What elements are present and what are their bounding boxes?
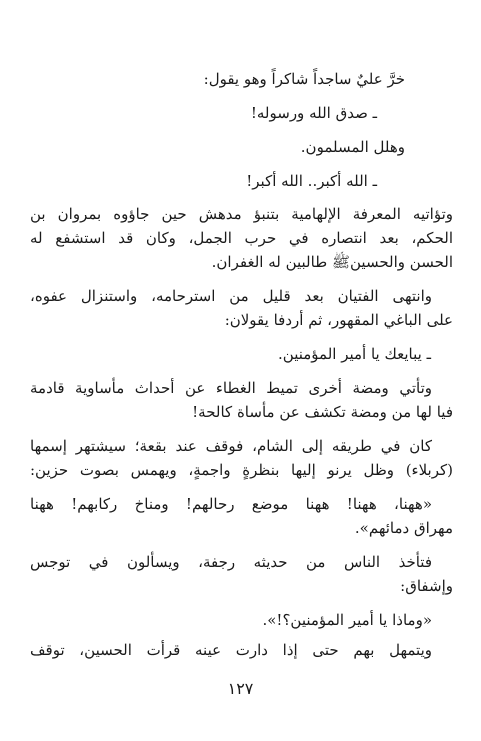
text-line: وتأتي ومضة أخرى تميط الغطاء عن أحداث مأساوية قادمة [30, 379, 432, 397]
page-number: ١٢٧ [227, 679, 254, 698]
text-line: الحكم، بعد انتصاره في حرب الجمل، وكان قد استشفع له [30, 229, 453, 247]
text-line: وهلل المسلمون. [300, 138, 405, 156]
text-line: فتأخذ الناس من حديثه رجفة، ويسألون في توجس [30, 553, 432, 571]
text-line: خرَّ عليٌ ساجداً شاكراً وهو يقول: [203, 70, 405, 88]
text-line: ـ صدق الله ورسوله! [250, 104, 377, 122]
text-line: كان في طريقه إلى الشام، فوقف عند بقعة؛ سيشتهر إسمها [30, 437, 432, 455]
text-line: وتؤاتيه المعرفة الإلهامية بتنبؤ مدهش حين جاؤوه بمروان بن [30, 205, 453, 223]
text-line: وإشفاق: [400, 577, 453, 595]
text-line: ـ يبايعك يا أمير المؤمنين. [278, 345, 431, 363]
text-line: على الباغي المقهور، ثم أردفا يقولان: [224, 311, 453, 329]
text-line: «وماذا يا أمير المؤمنين؟!». [262, 611, 432, 629]
text-line: وانتهى الفتيان بعد قليل من استرحامه، واستنزال عفوه، [30, 287, 432, 305]
text-line: ويتمهل بهم حتى إذا دارت عينه قرأت الحسين، توقف [30, 641, 432, 659]
text-line: ـ الله أكبر.. الله أكبر! [246, 172, 377, 190]
text-line: مهراق دمائهم». [354, 519, 453, 537]
text-line: فيا لها من ومضة تكشف عن مأساة كالحة! [192, 403, 453, 421]
text-line: «ههنا، ههنا! ههنا موضع رحالهم! ومناخ ركابهم! ههنا [30, 495, 432, 513]
text-line: الحسن والحسينﷺ طالبين له الغفران. [211, 253, 453, 271]
text-line: (كربلاء) وظل يرنو إليها بنظرةٍ واجمةٍ، ويهمس بصوت حزين: [30, 461, 453, 479]
